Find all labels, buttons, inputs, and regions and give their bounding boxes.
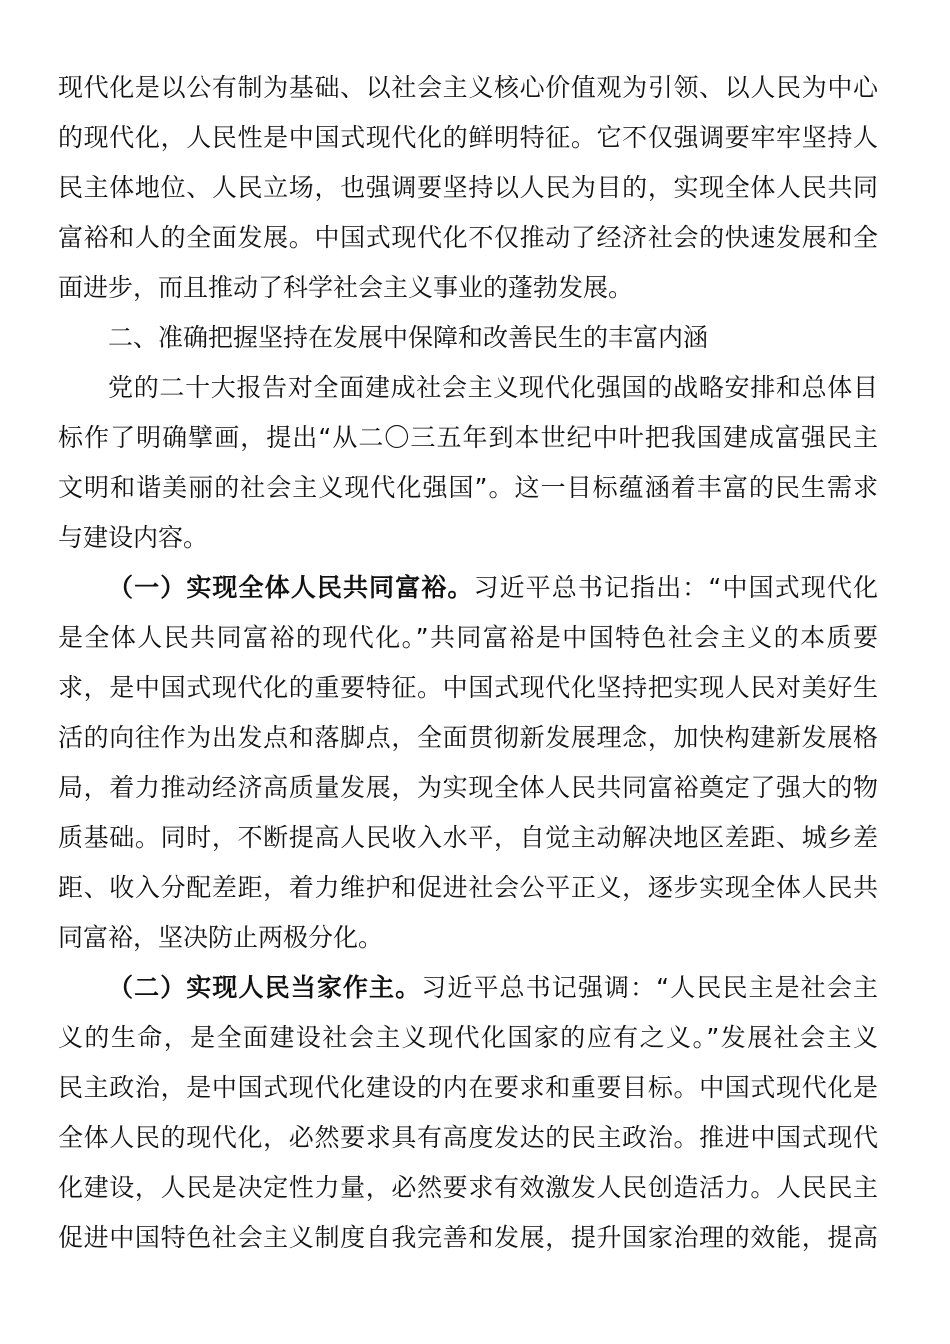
text-span: 习近平总书记强调：“人民民主是社会主 [421, 973, 878, 1002]
text-line: 民主政治，是中国式现代化建设的内在要求和重要目标。中国式现代化是 [58, 1073, 878, 1102]
text-span: 习近平总书记指出：“中国式现代化 [473, 573, 878, 602]
text-line: 与建设内容。 [58, 523, 209, 552]
text-line: 义的生命，是全面建设社会主义现代化国家的应有之义。”发展社会主义 [58, 1023, 878, 1052]
text-line: 文明和谐美丽的社会主义现代化强国”。这一目标蕴涵着丰富的民生需求 [58, 473, 878, 502]
text-line: 富裕和人的全面发展。中国式现代化不仅推动了经济社会的快速发展和全 [58, 223, 878, 252]
text-line: 促进中国特色社会主义制度自我完善和发展，提升国家治理的效能，提高 [58, 1223, 878, 1252]
section-heading: 二、准确把握坚持在发展中保障和改善民生的丰富内涵 [108, 323, 709, 352]
text-line: 的现代化，人民性是中国式现代化的鲜明特征。它不仅强调要牢牢坚持人 [58, 123, 878, 152]
subheading-common-prosperity: （一）实现全体人民共同富裕。 [108, 573, 474, 602]
text-line: 民主体地位、人民立场，也强调要坚持以人民为目的，实现全体人民共同 [58, 173, 878, 202]
paragraph-first-line [108, 570, 878, 606]
text-line: 面进步，而且推动了科学社会主义事业的蓬勃发展。 [58, 273, 634, 302]
text-line: 全体人民的现代化，必然要求具有高度发达的民主政治。推进中国式现代 [58, 1123, 878, 1152]
text-line: 局，着力推动经济高质量发展，为实现全体人民共同富裕奠定了强大的物 [58, 773, 878, 802]
text-line: 是全体人民共同富裕的现代化。”共同富裕是中国特色社会主义的本质要 [58, 623, 878, 652]
text-line: 党的二十大报告对全面建成社会主义现代化强国的战略安排和总体目 [108, 373, 878, 402]
text-line: 化建设，人民是决定性力量，必然要求有效激发人民创造活力。人民民主 [58, 1173, 878, 1202]
text-line: 距、收入分配差距，着力维护和促进社会公平正义，逐步实现全体人民共 [58, 873, 878, 902]
text-line: 同富裕，坚决防止两极分化。 [58, 923, 384, 952]
text-line: 活的向往作为出发点和落脚点，全面贯彻新发展理念，加快构建新发展格 [58, 723, 878, 752]
text-line: 标作了明确擘画，提出“从二〇三五年到本世纪中叶把我国建成富强民主 [58, 423, 878, 452]
paragraph-first-line [108, 970, 878, 1006]
text-line: 求，是中国式现代化的重要特征。中国式现代化坚持把实现人民对美好生 [58, 673, 878, 702]
text-line: 质基础。同时，不断提高人民收入水平，自觉主动解决地区差距、城乡差 [58, 823, 878, 852]
subheading-people-as-masters: （二）实现人民当家作主。 [108, 973, 422, 1002]
text-line: 现代化是以公有制为基础、以社会主义核心价值观为引领、以人民为中心 [58, 73, 878, 102]
